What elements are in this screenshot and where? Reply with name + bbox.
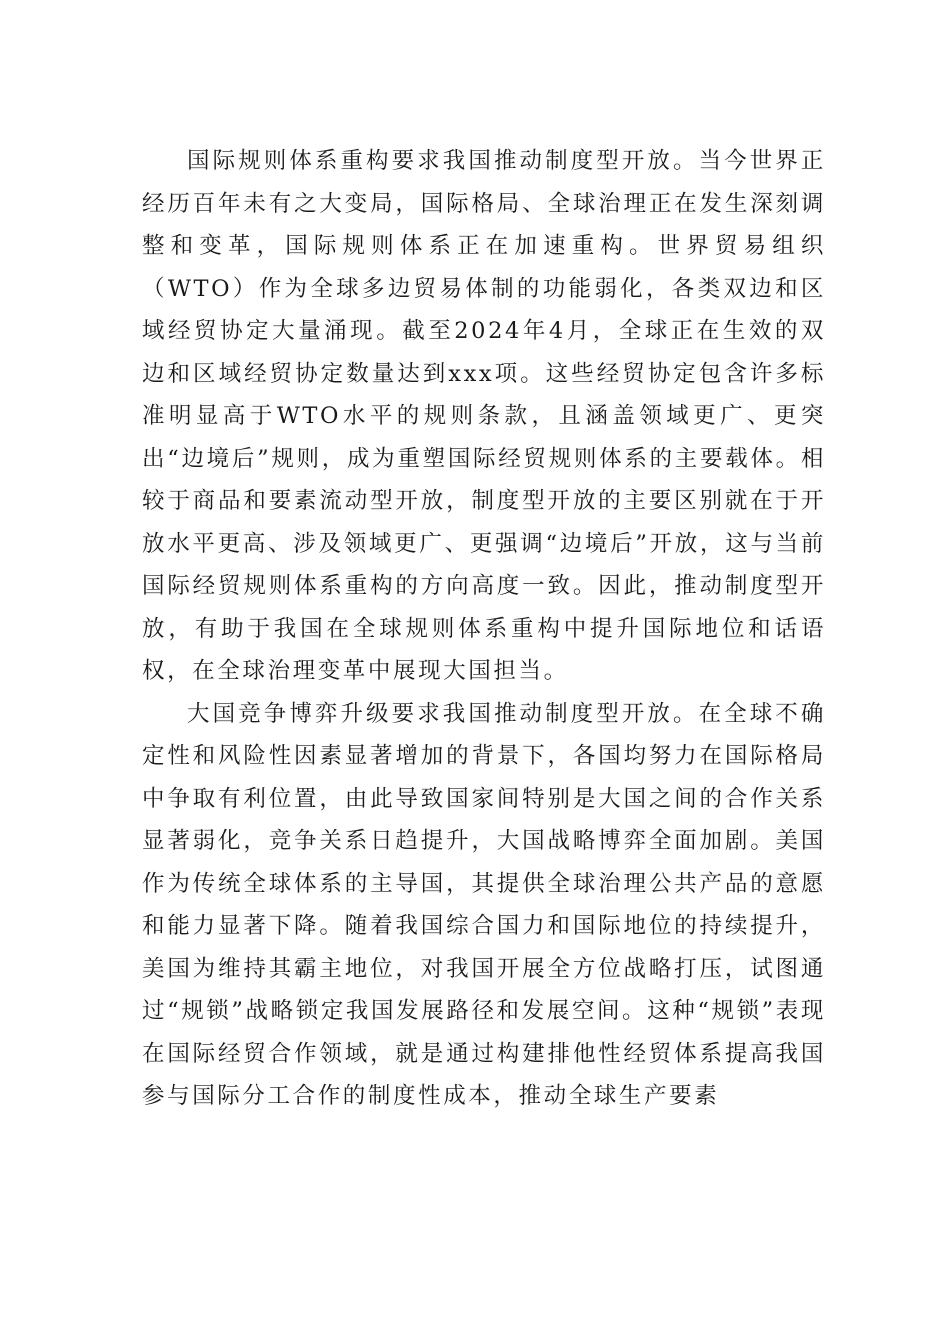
document-body: [142, 140, 826, 1118]
paragraph-great-power-competition: 大国竞争博弈升级要求我国推动制度型开放。在全球不确定性和风险性因素显著增加的背景下，各国均努力在国际格局中争取有利位置，由此导致国家间特别是大国之间的合作关系显著弱化，竞争关系日趋提升，大国战略博弈全面加剧。美国作为传统全球体系的主导国，其提供全球治理公共产品的意愿和能力显著下降。随着我国综合国力和国际地位的持续提升，美国为维持其霸主地位，对我国开展全方位战略打压，试图通过“规锁”战略锁定我国发展路径和发展空间。这种“规锁”表现在国际经贸合作领域，就是通过构建排他性经贸体系提高我国参与国际分工合作的制度性成本，推动全球生产要素: [142, 700, 826, 1109]
paragraph-international-rules: 国际规则体系重构要求我国推动制度型开放。当今世界正经历百年未有之大变局，国际格局、全球治理正在发生深刻调整和变革，国际规则体系正在加速重构。世界贸易组织（WTO）作为全球多边贸易体制的功能弱化，各类双边和区域经贸协定大量涌现。截至2024年4月，全球正在生效的双边和区域经贸协定数量达到xxx项。这些经贸协定包含许多标准明显高于WTO水平的规则条款，且涵盖领域更广、更突出“边境后”规则，成为重塑国际经贸规则体系的主要载体。相较于商品和要素流动型开放，制度型开放的主要区别就在于开放水平更高、涉及领域更广、更强调“边境后”开放，这与当前国际经贸规则体系重构的方向高度一致。因此，推动制度型开放，有助于我国在全球规则体系重构中提升国际地位和话语权，在全球治理变革中展现大国担当。: [142, 148, 826, 684]
